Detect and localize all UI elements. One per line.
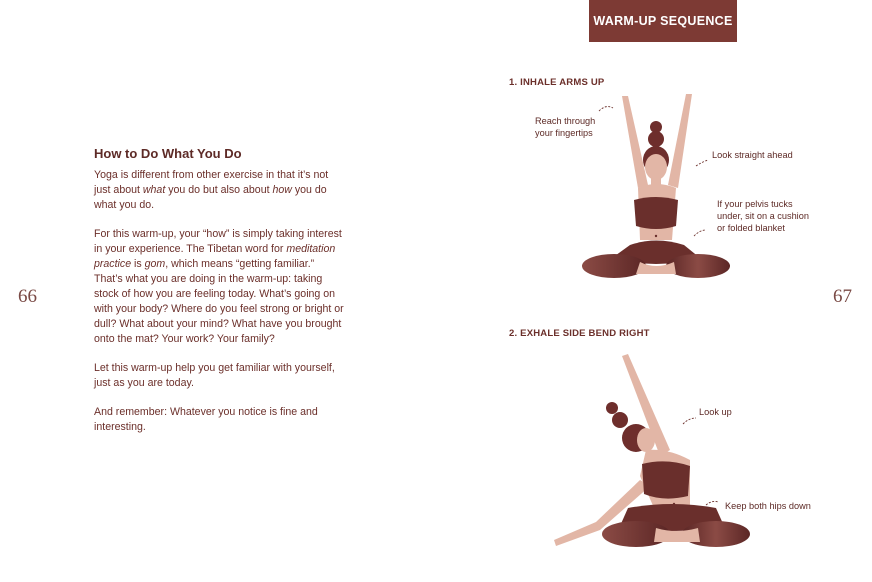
paragraph-3: Let this warm-up help you get familiar with yourself, just as you are today. bbox=[94, 362, 335, 389]
paragraph-1: Yoga is different from other exercise in that it’s not just about what you do but also about how you do what you do. bbox=[94, 169, 329, 211]
note-look-straight: Look straight ahead bbox=[712, 150, 793, 160]
note-reach: Reach through your fingertips bbox=[535, 116, 596, 138]
paragraph-2: For this warm-up, your “how” is simply taking interest in your experience. The Tibetan word for meditation practice is gom, which means “getting familiar.” That’s what you are doing in the warm-up: taking stock of how you are feeling today. What’s going on with your body? Where do you feel strong or bright or dull? What about your mind? What have you brought onto the mat? Your work? Your family? bbox=[94, 228, 344, 345]
note-look-up: Look up bbox=[699, 407, 732, 417]
note-pelvis: If your pelvis tucks under, sit on a cushion or folded blanket bbox=[717, 199, 809, 233]
section-banner: WARM-UP SEQUENCE bbox=[589, 0, 737, 42]
note-hips-down: Keep both hips down bbox=[725, 501, 811, 511]
page-number-right: 67 bbox=[833, 286, 852, 307]
page-number-left: 66 bbox=[18, 286, 37, 307]
step-2-title: 2. EXHALE SIDE BEND RIGHT bbox=[509, 328, 650, 339]
section-heading: How to Do What You Do bbox=[94, 146, 242, 161]
paragraph-4: And remember: Whatever you notice is fine and interesting. bbox=[94, 406, 318, 433]
step-1-title: 1. INHALE ARMS UP bbox=[509, 77, 605, 88]
